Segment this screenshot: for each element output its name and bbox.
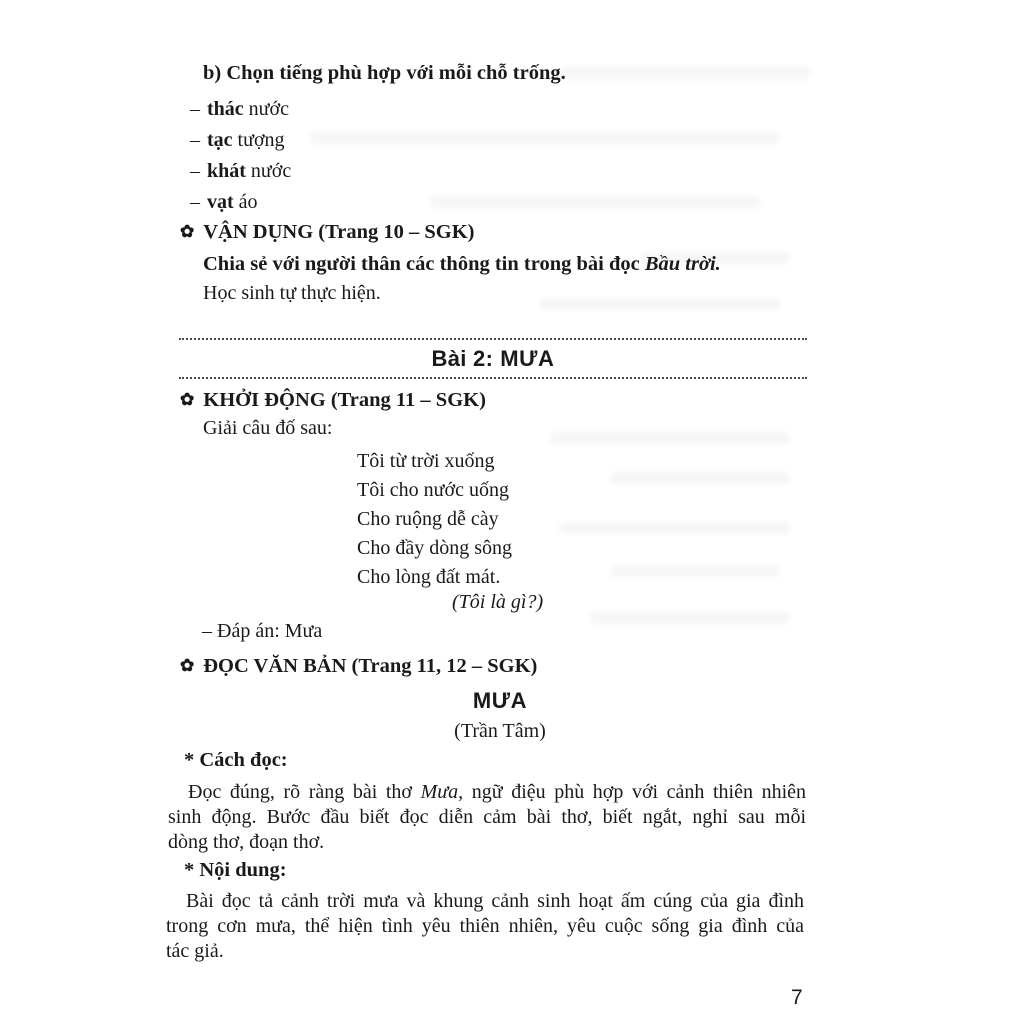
noi-dung-paragraph <box>166 889 804 964</box>
bleed-through-artifact <box>610 565 780 577</box>
poem-author: (Trần Tâm) <box>454 720 546 742</box>
cach-doc-label: * Cách đọc: <box>184 749 288 771</box>
answer-word: tạc <box>207 129 233 151</box>
poem-title: MƯA <box>472 688 528 713</box>
van-dung-answer: Học sinh tự thực hiện. <box>203 282 381 304</box>
florette-icon: ✿ <box>180 390 195 409</box>
answer-word: khát <box>207 160 246 182</box>
text-run: Đọc đúng, rõ ràng bài thơ <box>188 781 412 803</box>
task-text: Chia sẻ với người thân các thông tin trong bài đọc <box>203 253 640 275</box>
task-reading-title: Bầu trời. <box>644 253 721 275</box>
answer-rest: tượng <box>237 129 285 151</box>
riddle-question: (Tôi là gì?) <box>452 591 544 613</box>
cach-doc-paragraph <box>168 780 806 855</box>
section-heading-label: VẬN DỤNG (Trang 10 – SGK) <box>203 221 475 243</box>
poem-name-italic: Mưa, <box>420 781 464 803</box>
dash-bullet: – <box>202 620 212 642</box>
riddle-answer <box>202 620 322 643</box>
answer-rest: nước <box>250 160 292 182</box>
florette-icon: ✿ <box>180 656 195 675</box>
poem-line: Cho ruộng dễ cày <box>357 508 499 530</box>
list-item <box>190 94 291 125</box>
paragraph-line: dòng thơ, đoạn thơ. <box>168 831 325 853</box>
answer-word: thác <box>207 98 244 120</box>
khoi-dong-intro: Giải câu đố sau: <box>203 417 333 439</box>
paragraph-line: Bài đọc tả cảnh trời mưa và khung cảnh sinh hoạt ấm cúng của gia đình <box>186 890 804 912</box>
riddle-poem <box>357 447 512 592</box>
text-run: ngữ điệu phù hợp với cảnh thiên nhiên <box>471 781 807 803</box>
section-heading-doc-van-ban <box>180 655 537 678</box>
answer-rest: nước <box>248 98 289 120</box>
bleed-through-artifact <box>550 432 790 444</box>
bleed-through-artifact <box>310 132 780 144</box>
dash-bullet: – <box>190 98 200 120</box>
poem-line: Tôi từ trời xuống <box>357 450 495 472</box>
florette-icon: ✿ <box>180 222 195 241</box>
noi-dung-label: * Nội dung: <box>184 859 287 881</box>
bleed-through-artifact <box>430 196 760 208</box>
lesson-number: Bài 2: <box>431 345 494 371</box>
paragraph-line <box>168 780 806 805</box>
list-item <box>190 187 291 218</box>
paragraph-line: sinh động. Bước đầu biết đọc diễn cảm bài thơ, biết ngắt, nghỉ sau mỗi <box>168 806 806 828</box>
list-item <box>190 156 291 187</box>
paragraph-line: tác giả. <box>166 940 224 962</box>
answer-rest: áo <box>238 191 258 213</box>
riddle-answer-text: Đáp án: Mưa <box>217 620 323 642</box>
section-heading-khoi-dong <box>180 389 486 412</box>
dash-bullet: – <box>190 191 200 213</box>
dash-bullet: – <box>190 129 200 151</box>
bleed-through-artifact <box>540 298 780 310</box>
bleed-through-artifact <box>560 66 810 79</box>
list-item <box>190 125 291 156</box>
section-heading-label: ĐỌC VĂN BẢN (Trang 11, 12 – SGK) <box>203 655 538 677</box>
answer-word: vạt <box>207 191 234 213</box>
section-heading-van-dung <box>180 221 475 244</box>
bleed-through-artifact <box>610 472 790 484</box>
bleed-through-artifact <box>590 612 790 624</box>
exercise-b-heading: b) Chọn tiếng phù hợp với mỗi chỗ trống. <box>203 62 566 84</box>
poem-line: Tôi cho nước uống <box>357 479 509 501</box>
page-number: 7 <box>791 986 803 1009</box>
dash-bullet: – <box>190 160 200 182</box>
lesson-banner <box>179 338 807 379</box>
bleed-through-artifact <box>560 522 790 534</box>
lesson-banner-text <box>432 346 555 372</box>
exercise-b-answer-list <box>190 94 291 218</box>
paragraph-line: trong cơn mưa, thể hiện tình yêu thiên nhiên, yêu cuộc sống gia đình của <box>166 915 804 937</box>
poem-line: Cho đầy dòng sông <box>357 537 512 559</box>
section-heading-label: KHỞI ĐỘNG (Trang 11 – SGK) <box>203 389 486 411</box>
van-dung-task <box>203 253 721 276</box>
lesson-title: MƯA <box>500 345 555 371</box>
poem-line: Cho lòng đất mát. <box>357 566 501 588</box>
